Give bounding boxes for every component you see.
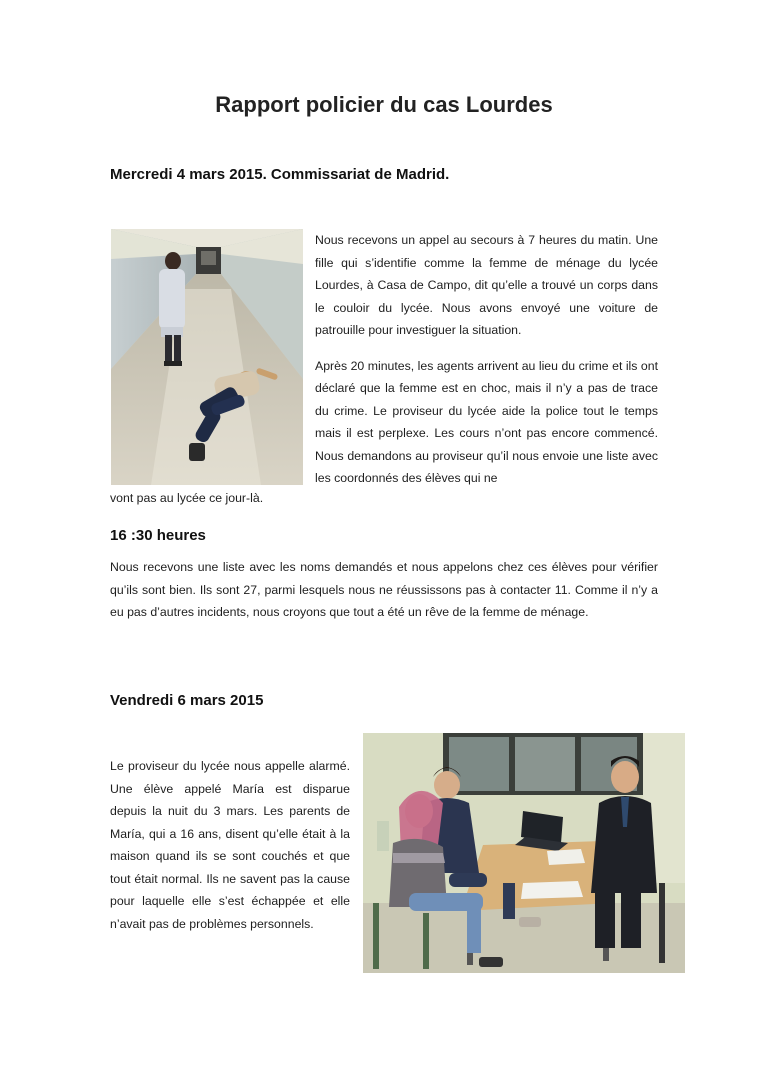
corridor-photo bbox=[111, 229, 303, 485]
section-heading-time: 16 :30 heures bbox=[110, 527, 206, 544]
section-heading-friday: Vendredi 6 mars 2015 bbox=[110, 692, 264, 709]
paragraph-continuation: vont pas au lycée ce jour-là. bbox=[110, 491, 264, 505]
interview-photo bbox=[363, 733, 685, 973]
section-heading-wednesday: Mercredi 4 mars 2015. Commissariat de Madrid. bbox=[110, 166, 450, 183]
section2-text: Nous recevons une liste avec les noms demandés et nous appelons chez ces élèves pour vérifier qu’ils sont bien. Ils sont 27, parmi lesquels nous ne réussissons pas à contacter 11. Comme il n’y a eu pas d’autres incidents, nous croyons que tout a été un rêve de la femme de ménage. bbox=[110, 560, 658, 619]
paragraph: Nous recevons un appel au secours à 7 heures du matin. Une fille qui s’identifie comme la femme de ménage du lycée Lourdes, à Casa de Campo, dit qu’elle a trouvé un corps dans le couloir du lycée. Nous avons envoyé une voiture de patrouille pour investiguer la situation. bbox=[315, 233, 658, 337]
section1-text bbox=[315, 229, 658, 490]
paragraph: Après 20 minutes, les agents arrivent au lieu du crime et ils ont déclaré que la femme est en choc, mais il n’y a pas de trace du crime. Le proviseur du lycée aide la police tout le temps mais il est perplexe. Les cours n’ont pas encore commencé. Nous demandons au proviseur qu’il nous envoie une liste avec les coordonnés des élèves qui ne bbox=[315, 358, 658, 485]
page-title: Rapport policier du cas Lourdes bbox=[215, 92, 553, 117]
section3-text: Le proviseur du lycée nous appelle alarmé. Une élève appelé María est disparue depuis la nuit du 3 mars. Les parents de María, qui a 16 ans, disent qu’elle était à la maison quand ils se sont couchés et que tout était normal. Ils ne savent pas la cause pour laquelle elle s’est échappée et elle n’avait pas de problèmes personnels. bbox=[110, 759, 350, 931]
